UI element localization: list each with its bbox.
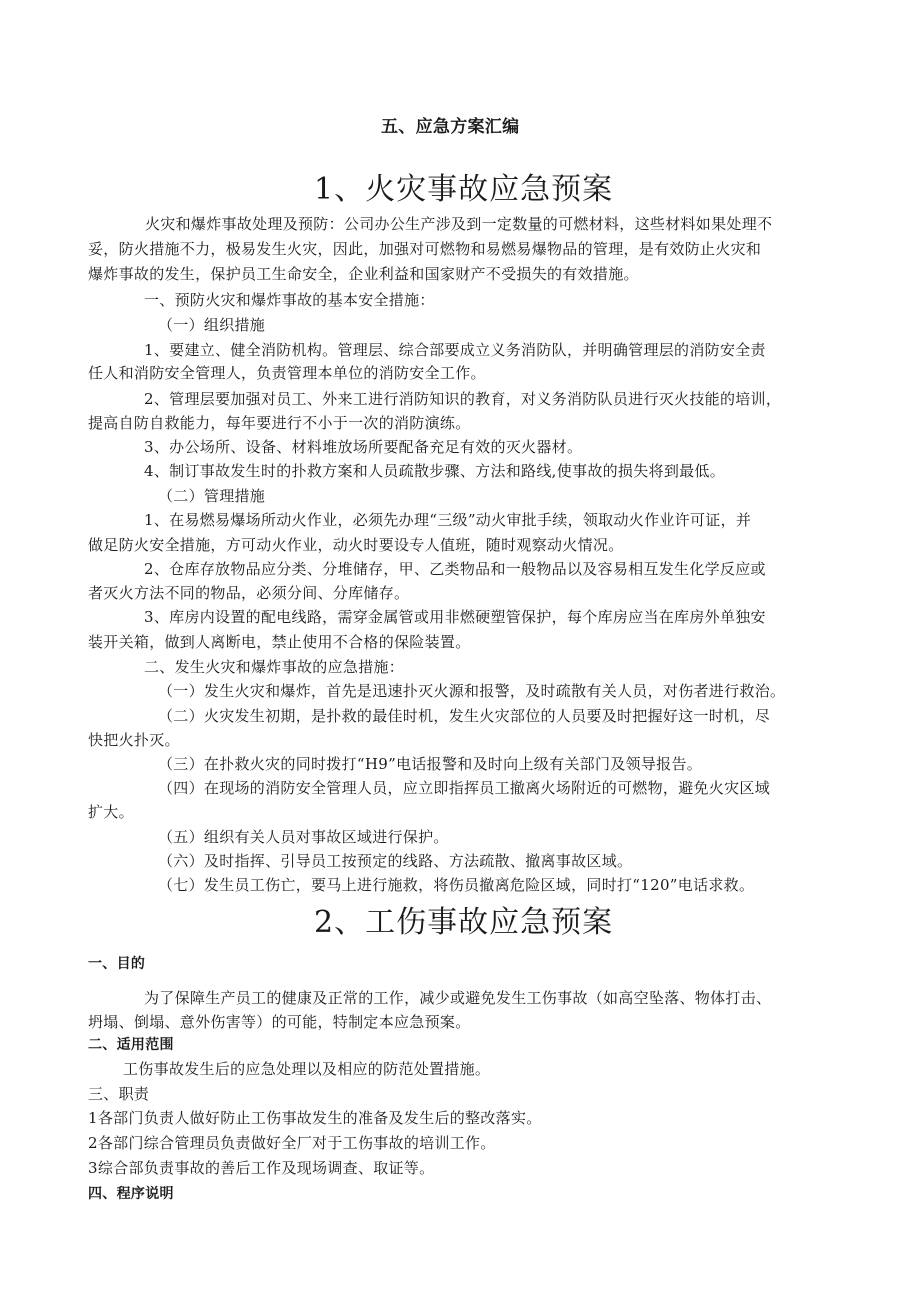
plan1-s1b-line: 者灭火方法不同的物品，必须分间、分库储存。 [88, 584, 410, 602]
plan1-s2-line: （五）组织有关人员对事故区域进行保护。 [158, 828, 449, 846]
plan1-intro-line: 火灾和爆炸事故处理及预防：公司办公生产涉及到一定数量的可燃材料，这些材料如果处理不 [145, 215, 773, 233]
plan1-s2-title: 二、发生火灾和爆炸事故的应急措施： [144, 658, 405, 676]
plan2-heading-procedure: 四、程序说明 [88, 1186, 174, 1202]
plan1-intro-line: 妥，防火措施不力，极易发生火灾，因此，加强对可燃物和易燃易爆物品的管理，是有效防止火灾和 [88, 240, 762, 258]
plan2-duty-line: 2各部门综合管理员负责做好全厂对于工伤事故的培训工作。 [88, 1134, 496, 1152]
plan2-scope-text: 工伤事故发生后的应急处理以及相应的防范处置措施。 [123, 1060, 491, 1078]
plan1-s1b-line: 2、仓库存放物品应分类、分堆储存，甲、乙类物品和一般物品以及容易相互发生化学反应或 [144, 560, 766, 578]
plan1-s2-line: 快把火扑灭。 [88, 731, 180, 749]
plan1-s1a-title: （一）组织措施 [158, 316, 266, 334]
plan1-s1b-line: 3、库房内设置的配电线路，需穿金属管或用非燃硬塑管保护，每个库房应当在库房外单独安 [144, 608, 766, 626]
plan1-s1a-line: 任人和消防安全管理人，负责管理本单位的消防安全工作。 [88, 364, 486, 382]
plan2-title: 2、工伤事故应急预案 [314, 905, 614, 940]
plan1-title: 1、火灾事故应急预案 [314, 172, 614, 207]
plan1-s1b-title: （二）管理措施 [158, 487, 266, 505]
plan2-duty-line: 3综合部负责事故的善后工作及现场调查、取证等。 [88, 1159, 435, 1177]
plan1-intro-line: 爆炸事故的发生，保护员工生命安全，企业利益和国家财产不受损失的有效措施。 [88, 265, 639, 283]
plan2-purpose-line: 为了保障生产员工的健康及正常的工作，减少或避免发生工伤事故（如高空坠落、物体打击、 [144, 989, 772, 1007]
plan1-s2-line: （六）及时指挥、引导员工按预定的线路、方法疏散、撤离事故区域。 [158, 852, 633, 870]
plan1-s1b-line: 做足防火安全措施，方可动火作业，动火时要设专人值班，随时观察动火情况。 [88, 536, 624, 554]
plan1-s1b-line: 装开关箱，做到人离断电，禁止使用不合格的保险装置。 [88, 633, 471, 651]
plan1-s1-title: 一、预防火灾和爆炸事故的基本安全措施： [144, 291, 435, 309]
plan1-s1a-line: 2、管理层要加强对员工、外来工进行消防知识的教育，对义务消防队员进行灭火技能的培训， [144, 390, 782, 408]
plan1-s2-line: （三）在扑救火灾的同时拨打“H9”电话报警和及时向上级有关部门及领导报告。 [158, 755, 703, 773]
plan2-duty-line: 1各部门负责人做好防止工伤事故发生的准备及发生后的整改落实。 [88, 1109, 542, 1127]
plan1-s2-line: （七）发生员工伤亡，要马上进行施救，将伤员撤离危险区域，同时打“120”电话求救。 [158, 876, 755, 894]
plan1-s2-line: （二）火灾发生初期，是扑救的最佳时机，发生火灾部位的人员要及时把握好这一时机，尽 [158, 707, 771, 725]
plan1-s2-line: （四）在现场的消防安全管理人员，应立即指挥员工撤离火场附近的可燃物，避免火灾区域 [158, 779, 771, 797]
plan2-purpose-line: 坍塌、倒塌、意外伤害等）的可能，特制定本应急预案。 [88, 1013, 471, 1031]
plan1-s1a-line: 4、制订事故发生时的扑救方案和人员疏散步骤、方法和路线,使事故的损失将到最低。 [144, 462, 726, 480]
plan2-heading-scope: 二、适用范围 [88, 1037, 174, 1053]
plan1-s2-line: 扩大。 [88, 803, 134, 821]
plan2-heading-duties: 三、职责 [88, 1085, 150, 1103]
section-title: 五、应急方案汇编 [381, 117, 520, 137]
plan1-s1b-line: 1、在易燃易爆场所动火作业，必须先办理“三级”动火审批手续，领取动火作业许可证，并 [144, 511, 752, 529]
plan1-s1a-line: 3、办公场所、设备、材料堆放场所要配备充足有效的灭火器材。 [144, 438, 583, 456]
plan1-s2-line: （一）发生火灾和爆炸，首先是迅速扑灭火源和报警，及时疏散有关人员，对伤者进行救治。 [158, 682, 786, 700]
plan2-heading-purpose: 一、目的 [88, 956, 146, 972]
plan1-s1a-line: 1、要建立、健全消防机构。管理层、综合部要成立义务消防队，并明确管理层的消防安全责 [144, 341, 766, 359]
plan1-s1a-line: 提高自防自救能力，每年要进行不小于一次的消防演练。 [88, 414, 471, 432]
